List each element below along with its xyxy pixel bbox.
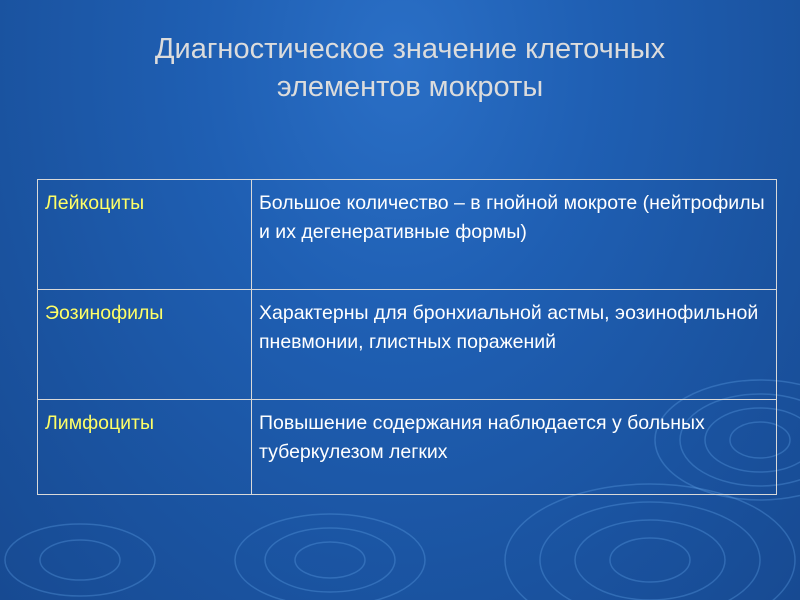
cell-type-description: Большое количество – в гнойной мокроте (нейтрофилы и их дегенеративные формы) [252,180,777,290]
slide-title-line-2: элементов мокроты [276,71,544,103]
cell-type-label: Эозинофилы [38,290,252,400]
slide-title-line-1: Диагностическое значение клеточных [154,33,666,65]
table-row [38,290,777,400]
cell-elements-table [37,179,777,495]
cell-type-description: Характерны для бронхиальной астмы, эозинофильной пневмонии, глистных поражений [252,290,777,400]
cell-type-label: Лейкоциты [38,180,252,290]
slide-title [60,30,760,106]
table-row [38,400,777,495]
table-row [38,180,777,290]
cell-type-description: Повышение содержания наблюдается у больных туберкулезом легких [252,400,777,495]
cell-type-label: Лимфоциты [38,400,252,495]
